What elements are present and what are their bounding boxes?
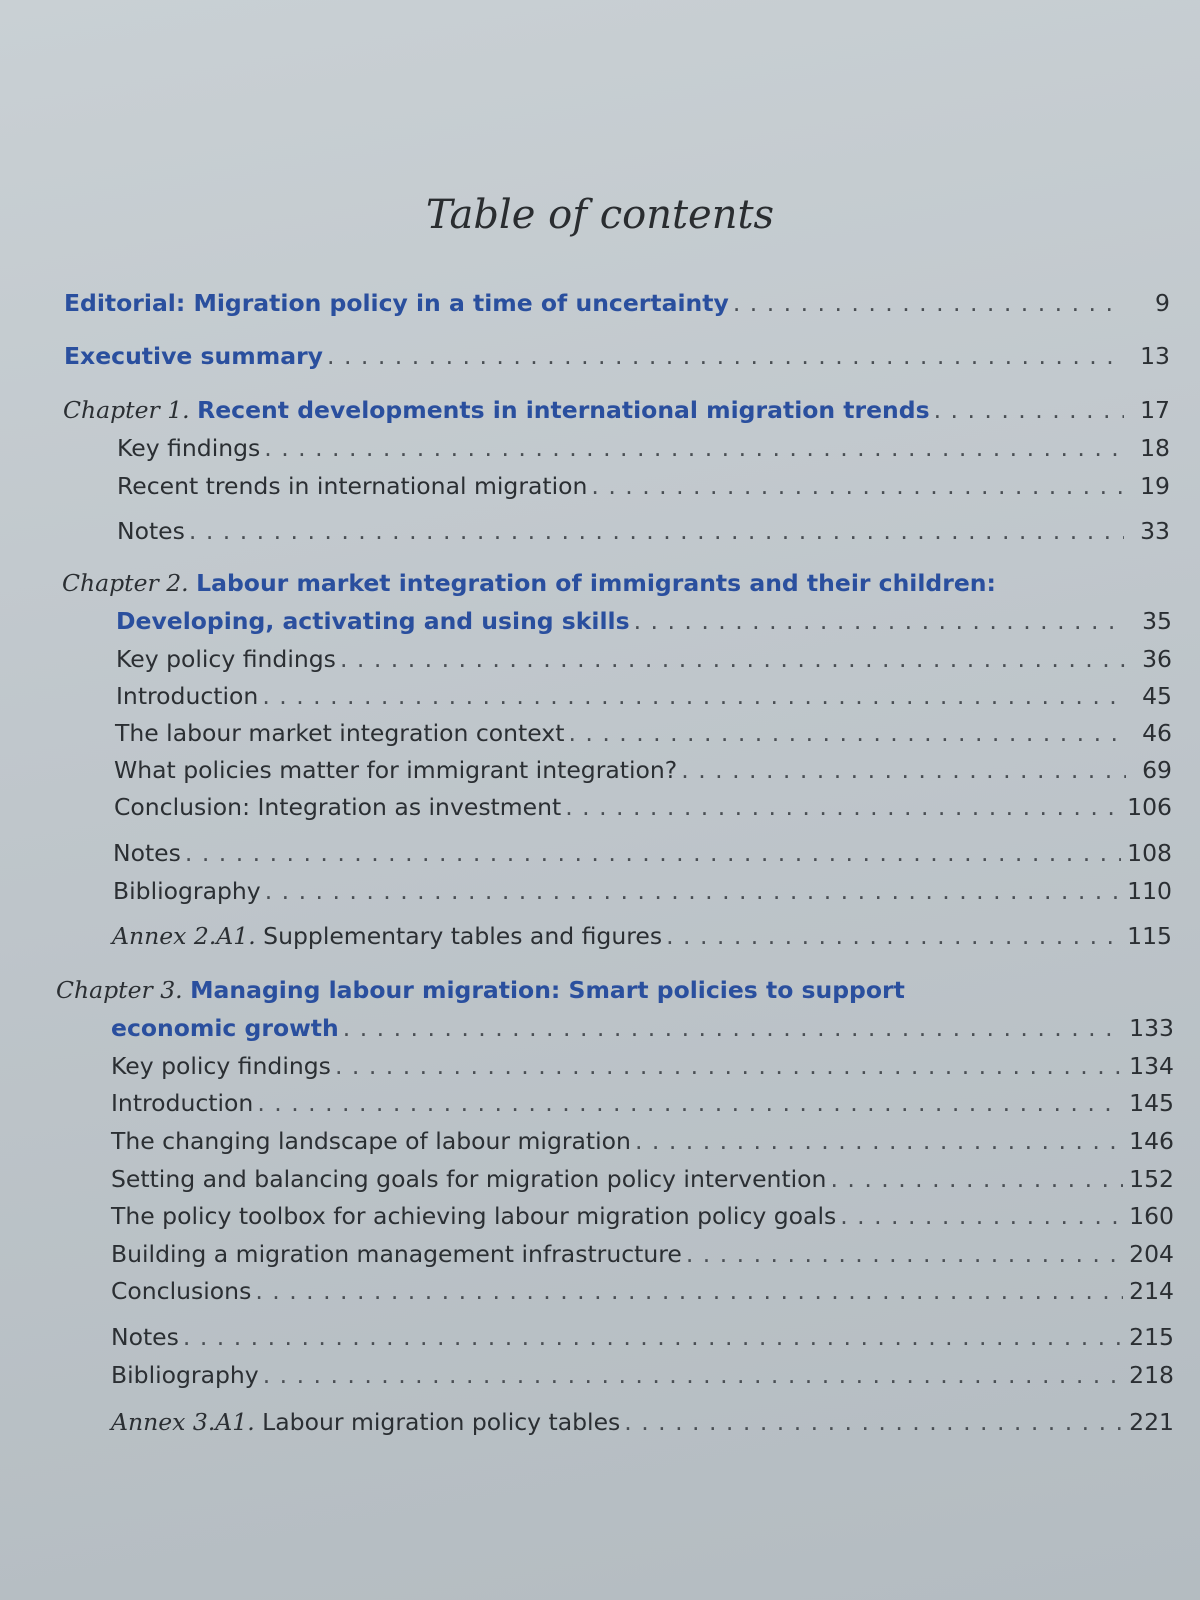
toc-page-number: 152 bbox=[1129, 1165, 1174, 1193]
chapter-title: economic growth bbox=[111, 1014, 339, 1042]
toc-page-number: 133 bbox=[1129, 1014, 1174, 1042]
annex-title: Supplementary tables and figures bbox=[263, 922, 663, 950]
chapter-title: Developing, activating and using skills bbox=[116, 607, 630, 635]
leader-dots bbox=[686, 1239, 1123, 1269]
leader-dots bbox=[183, 1322, 1123, 1352]
toc-chapter-3[interactable] bbox=[111, 1013, 1174, 1043]
leader-dots bbox=[830, 1164, 1123, 1194]
toc-page-number: 36 bbox=[1142, 645, 1172, 673]
toc-entry[interactable]: Introduction . . . 145 bbox=[111, 1088, 1174, 1118]
toc-chapter-2-heading[interactable] bbox=[62, 568, 996, 598]
toc-entry[interactable]: The policy toolbox for achieving labour migration policy goals . . . 160 bbox=[111, 1201, 1174, 1231]
leader-dots bbox=[624, 1407, 1123, 1437]
leader-dots bbox=[255, 1276, 1123, 1306]
toc-page-number: 110 bbox=[1127, 877, 1172, 905]
leader-dots bbox=[568, 718, 1126, 748]
annex-title: Labour migration policy tables bbox=[262, 1408, 621, 1436]
toc-annex-2[interactable] bbox=[112, 921, 1172, 951]
leader-dots bbox=[635, 1126, 1123, 1156]
leader-dots bbox=[634, 606, 1126, 636]
toc-page-number: 145 bbox=[1129, 1089, 1174, 1117]
toc-chapter-2[interactable] bbox=[116, 606, 1172, 636]
leader-dots bbox=[733, 288, 1124, 318]
toc-page-number: 18 bbox=[1140, 434, 1170, 462]
toc-page-number: 218 bbox=[1129, 1361, 1174, 1389]
annex-prefix: Annex 3.A1. bbox=[111, 1408, 255, 1436]
leader-dots bbox=[335, 1051, 1123, 1081]
toc-page-number: 108 bbox=[1127, 839, 1172, 867]
leader-dots bbox=[840, 1201, 1123, 1231]
chapter-title: Recent developments in international migration trends bbox=[197, 396, 930, 424]
toc-page-number: 215 bbox=[1129, 1323, 1174, 1351]
leader-dots bbox=[264, 433, 1124, 463]
leader-dots bbox=[591, 471, 1124, 501]
leader-dots bbox=[666, 921, 1121, 951]
toc-page-number: 35 bbox=[1142, 607, 1172, 635]
leader-dots bbox=[340, 644, 1126, 674]
leader-dots bbox=[189, 516, 1124, 546]
toc-entry[interactable]: Notes . . . 33 bbox=[117, 516, 1170, 546]
toc-chapter-3-heading[interactable] bbox=[56, 975, 905, 1005]
leader-dots bbox=[262, 681, 1126, 711]
toc-page-number: 160 bbox=[1129, 1202, 1174, 1230]
leader-dots bbox=[934, 395, 1124, 425]
toc-entry-label: Executive summary bbox=[64, 342, 323, 370]
leader-dots bbox=[343, 1013, 1123, 1043]
toc-entry-editorial[interactable] bbox=[64, 288, 1170, 318]
toc-page-number: 106 bbox=[1127, 793, 1172, 821]
toc-entry[interactable]: Notes . . . 215 bbox=[111, 1322, 1174, 1352]
toc-chapter-1[interactable] bbox=[63, 395, 1170, 425]
toc-entry[interactable]: Key findings . . . 18 bbox=[117, 433, 1170, 463]
toc-entry[interactable]: Key policy findings . . . 36 bbox=[116, 644, 1172, 674]
toc-entry[interactable]: Setting and balancing goals for migration policy intervention . . . 152 bbox=[111, 1164, 1174, 1194]
leader-dots bbox=[565, 792, 1121, 822]
leader-dots bbox=[681, 755, 1126, 785]
chapter-prefix: Chapter 1. bbox=[63, 396, 190, 424]
toc-entry[interactable]: Conclusion: Integration as investment . . . 106 bbox=[114, 792, 1172, 822]
toc-entry[interactable]: Bibliography . . . 110 bbox=[113, 876, 1172, 906]
toc-entry[interactable]: Notes . . . 108 bbox=[113, 838, 1172, 868]
toc-entry[interactable]: The changing landscape of labour migration . . . 146 bbox=[111, 1126, 1174, 1156]
toc-entry[interactable]: Conclusions . . . 214 bbox=[111, 1276, 1174, 1306]
leader-dots bbox=[327, 341, 1124, 371]
toc-entry[interactable]: Recent trends in international migration . . . 19 bbox=[117, 471, 1170, 501]
toc-page-number: 69 bbox=[1142, 756, 1172, 784]
toc-page-number: 204 bbox=[1129, 1240, 1174, 1268]
toc-page-number: 19 bbox=[1140, 472, 1170, 500]
toc-page-number: 17 bbox=[1140, 396, 1170, 424]
toc-page-number: 46 bbox=[1142, 719, 1172, 747]
chapter-prefix: Chapter 3. bbox=[56, 976, 183, 1004]
leader-dots bbox=[265, 876, 1121, 906]
toc-entry[interactable]: Bibliography . . . 218 bbox=[111, 1360, 1174, 1390]
toc-page-number: 13 bbox=[1140, 342, 1170, 370]
toc-entry[interactable]: Introduction . . . 45 bbox=[116, 681, 1172, 711]
chapter-prefix: Chapter 2. bbox=[62, 569, 189, 597]
toc-page-number: 33 bbox=[1140, 517, 1170, 545]
chapter-title: Labour market integration of immigrants and their children: bbox=[196, 569, 996, 597]
toc-entry[interactable]: Key policy findings . . . 134 bbox=[111, 1051, 1174, 1081]
toc-page-number: 221 bbox=[1129, 1408, 1174, 1436]
annex-prefix: Annex 2.A1. bbox=[112, 922, 256, 950]
chapter-title: Managing labour migration: Smart policies to support bbox=[190, 976, 905, 1004]
toc-page-number: 146 bbox=[1129, 1127, 1174, 1155]
toc-page-number: 115 bbox=[1127, 922, 1172, 950]
toc-page-number: 214 bbox=[1129, 1277, 1174, 1305]
toc-page-number: 134 bbox=[1129, 1052, 1174, 1080]
page-title: Table of contents bbox=[425, 192, 775, 238]
leader-dots bbox=[185, 838, 1121, 868]
toc-page-number: 45 bbox=[1142, 682, 1172, 710]
toc-entry[interactable]: What policies matter for immigrant integration? . . . 69 bbox=[114, 755, 1172, 785]
leader-dots bbox=[263, 1360, 1123, 1390]
toc-entry[interactable]: Building a migration management infrastructure . . . 204 bbox=[111, 1239, 1174, 1269]
toc-entry-label: Editorial: Migration policy in a time of uncertainty bbox=[64, 289, 729, 317]
leader-dots bbox=[257, 1088, 1123, 1118]
toc-entry[interactable]: The labour market integration context . . . 46 bbox=[115, 718, 1172, 748]
toc-page-number: 9 bbox=[1155, 289, 1170, 317]
toc-entry-executive-summary[interactable] bbox=[64, 341, 1170, 371]
toc-annex-3[interactable] bbox=[111, 1407, 1174, 1437]
